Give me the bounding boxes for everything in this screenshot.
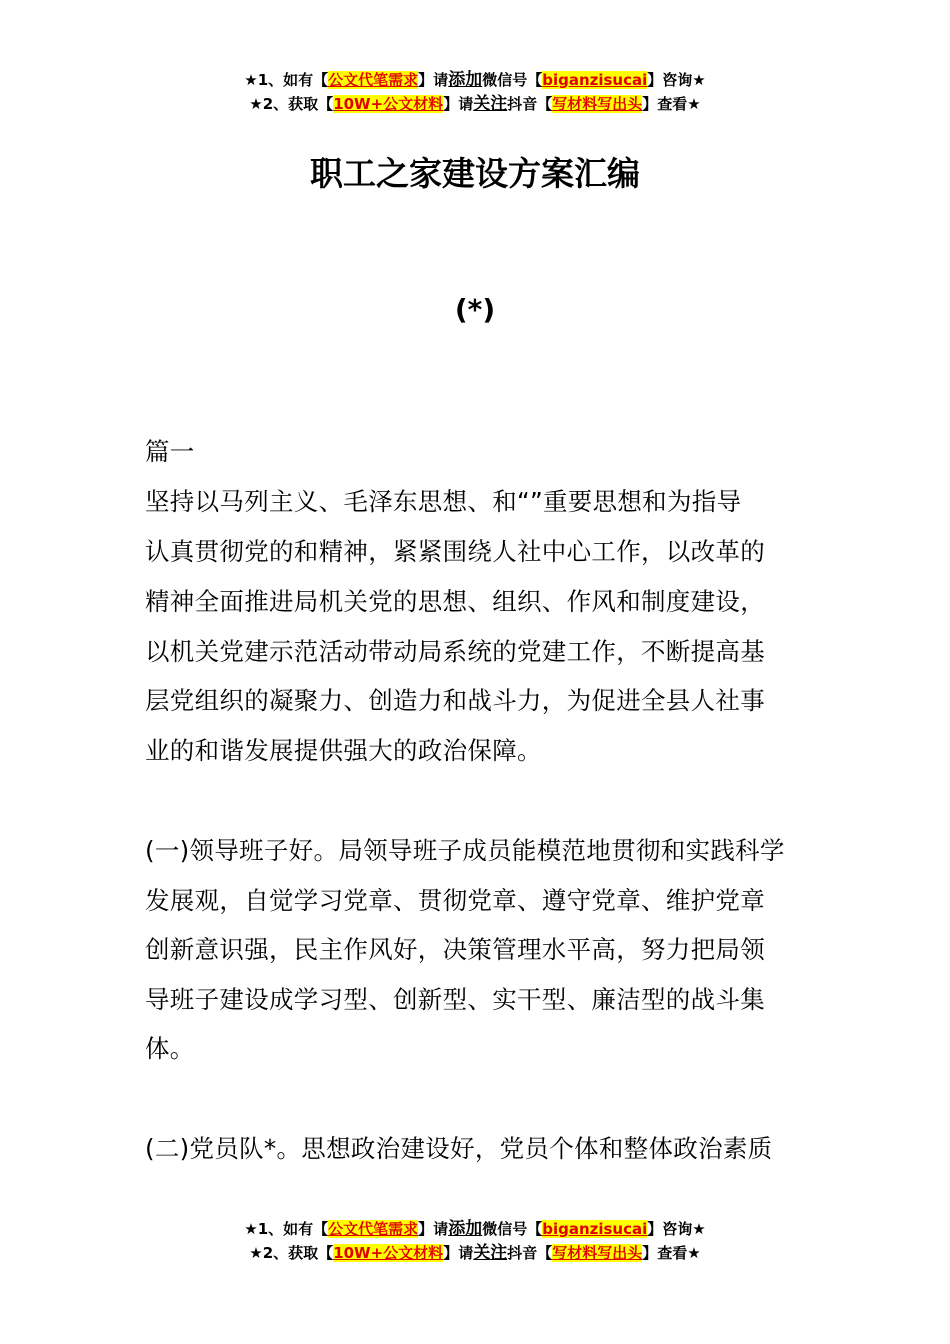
- banner-text: 抖音【: [507, 95, 553, 113]
- banner-underline: 添加: [448, 1219, 483, 1239]
- banner-text: 】请: [418, 1220, 449, 1238]
- section-heading: 篇一: [145, 437, 195, 466]
- banner-text: ★2、获取【: [249, 1244, 334, 1262]
- body-line: 导班子建设成学习型、创新型、实干型、廉洁型的战斗集: [145, 985, 765, 1014]
- banner-text: 】咨询★: [647, 71, 706, 89]
- banner-underline: 添加: [448, 70, 483, 90]
- body-line: 坚持以马列主义、毛泽东思想、和“”重要思想和为指导: [145, 487, 742, 516]
- banner-line-1: [0, 1217, 950, 1241]
- body-line: 业的和谐发展提供强大的政治保障。: [145, 736, 542, 765]
- banner-text: 抖音【: [507, 1244, 553, 1262]
- banner-line-2: [0, 1241, 950, 1265]
- banner-text: ★1、如有【: [244, 71, 329, 89]
- body-line: 层党组织的凝聚力、创造力和战斗力，为促进全县人社事: [145, 686, 765, 715]
- banner-highlight: 10W+公文材料: [333, 95, 444, 113]
- body-line: 以机关党建示范活动带动局系统的党建工作，不断提高基: [145, 637, 765, 666]
- banner-text: 】咨询★: [647, 1220, 706, 1238]
- banner-highlight: biganzisucai: [542, 71, 648, 89]
- body-line: 体。: [145, 1034, 195, 1063]
- header-banner: [0, 68, 950, 116]
- document-subtitle: (*): [454, 293, 496, 326]
- banner-line-1: [0, 68, 950, 92]
- banner-highlight: 写材料写出头: [552, 1244, 643, 1262]
- banner-text: 】请: [418, 71, 449, 89]
- body-line: 发展观，自觉学习党章、贯彻党章、遵守党章、维护党章: [145, 886, 765, 915]
- banner-text: 】请: [443, 1244, 474, 1262]
- body-line: 精神全面推进局机关党的思想、组织、作风和制度建设，: [145, 587, 765, 616]
- banner-text: 微信号【: [482, 1220, 543, 1238]
- document-title: 职工之家建设方案汇编: [310, 154, 640, 193]
- footer-banner: [0, 1217, 950, 1265]
- banner-highlight: 写材料写出头: [552, 95, 643, 113]
- banner-text: 】查看★: [642, 1244, 701, 1262]
- body-line: (二)党员队*。思想政治建设好，党员个体和整体政治素质: [145, 1134, 773, 1163]
- banner-text: 】请: [443, 95, 474, 113]
- body-line: 认真贯彻党的和精神，紧紧围绕人社中心工作，以改革的: [145, 537, 765, 566]
- banner-underline: 关注: [473, 1243, 508, 1263]
- banner-text: 】查看★: [642, 95, 701, 113]
- banner-text: 微信号【: [482, 71, 543, 89]
- banner-line-2: [0, 92, 950, 116]
- banner-underline: 关注: [473, 94, 508, 114]
- body-line: (一)领导班子好。局领导班子成员能模范地贯彻和实践科学: [145, 836, 785, 865]
- banner-text: ★1、如有【: [244, 1220, 329, 1238]
- banner-text: ★2、获取【: [249, 95, 334, 113]
- banner-highlight: 10W+公文材料: [333, 1244, 444, 1262]
- banner-highlight: 公文代笔需求: [328, 1220, 419, 1238]
- banner-highlight: biganzisucai: [542, 1220, 648, 1238]
- banner-highlight: 公文代笔需求: [328, 71, 419, 89]
- body-line: 创新意识强，民主作风好，决策管理水平高，努力把局领: [145, 935, 765, 964]
